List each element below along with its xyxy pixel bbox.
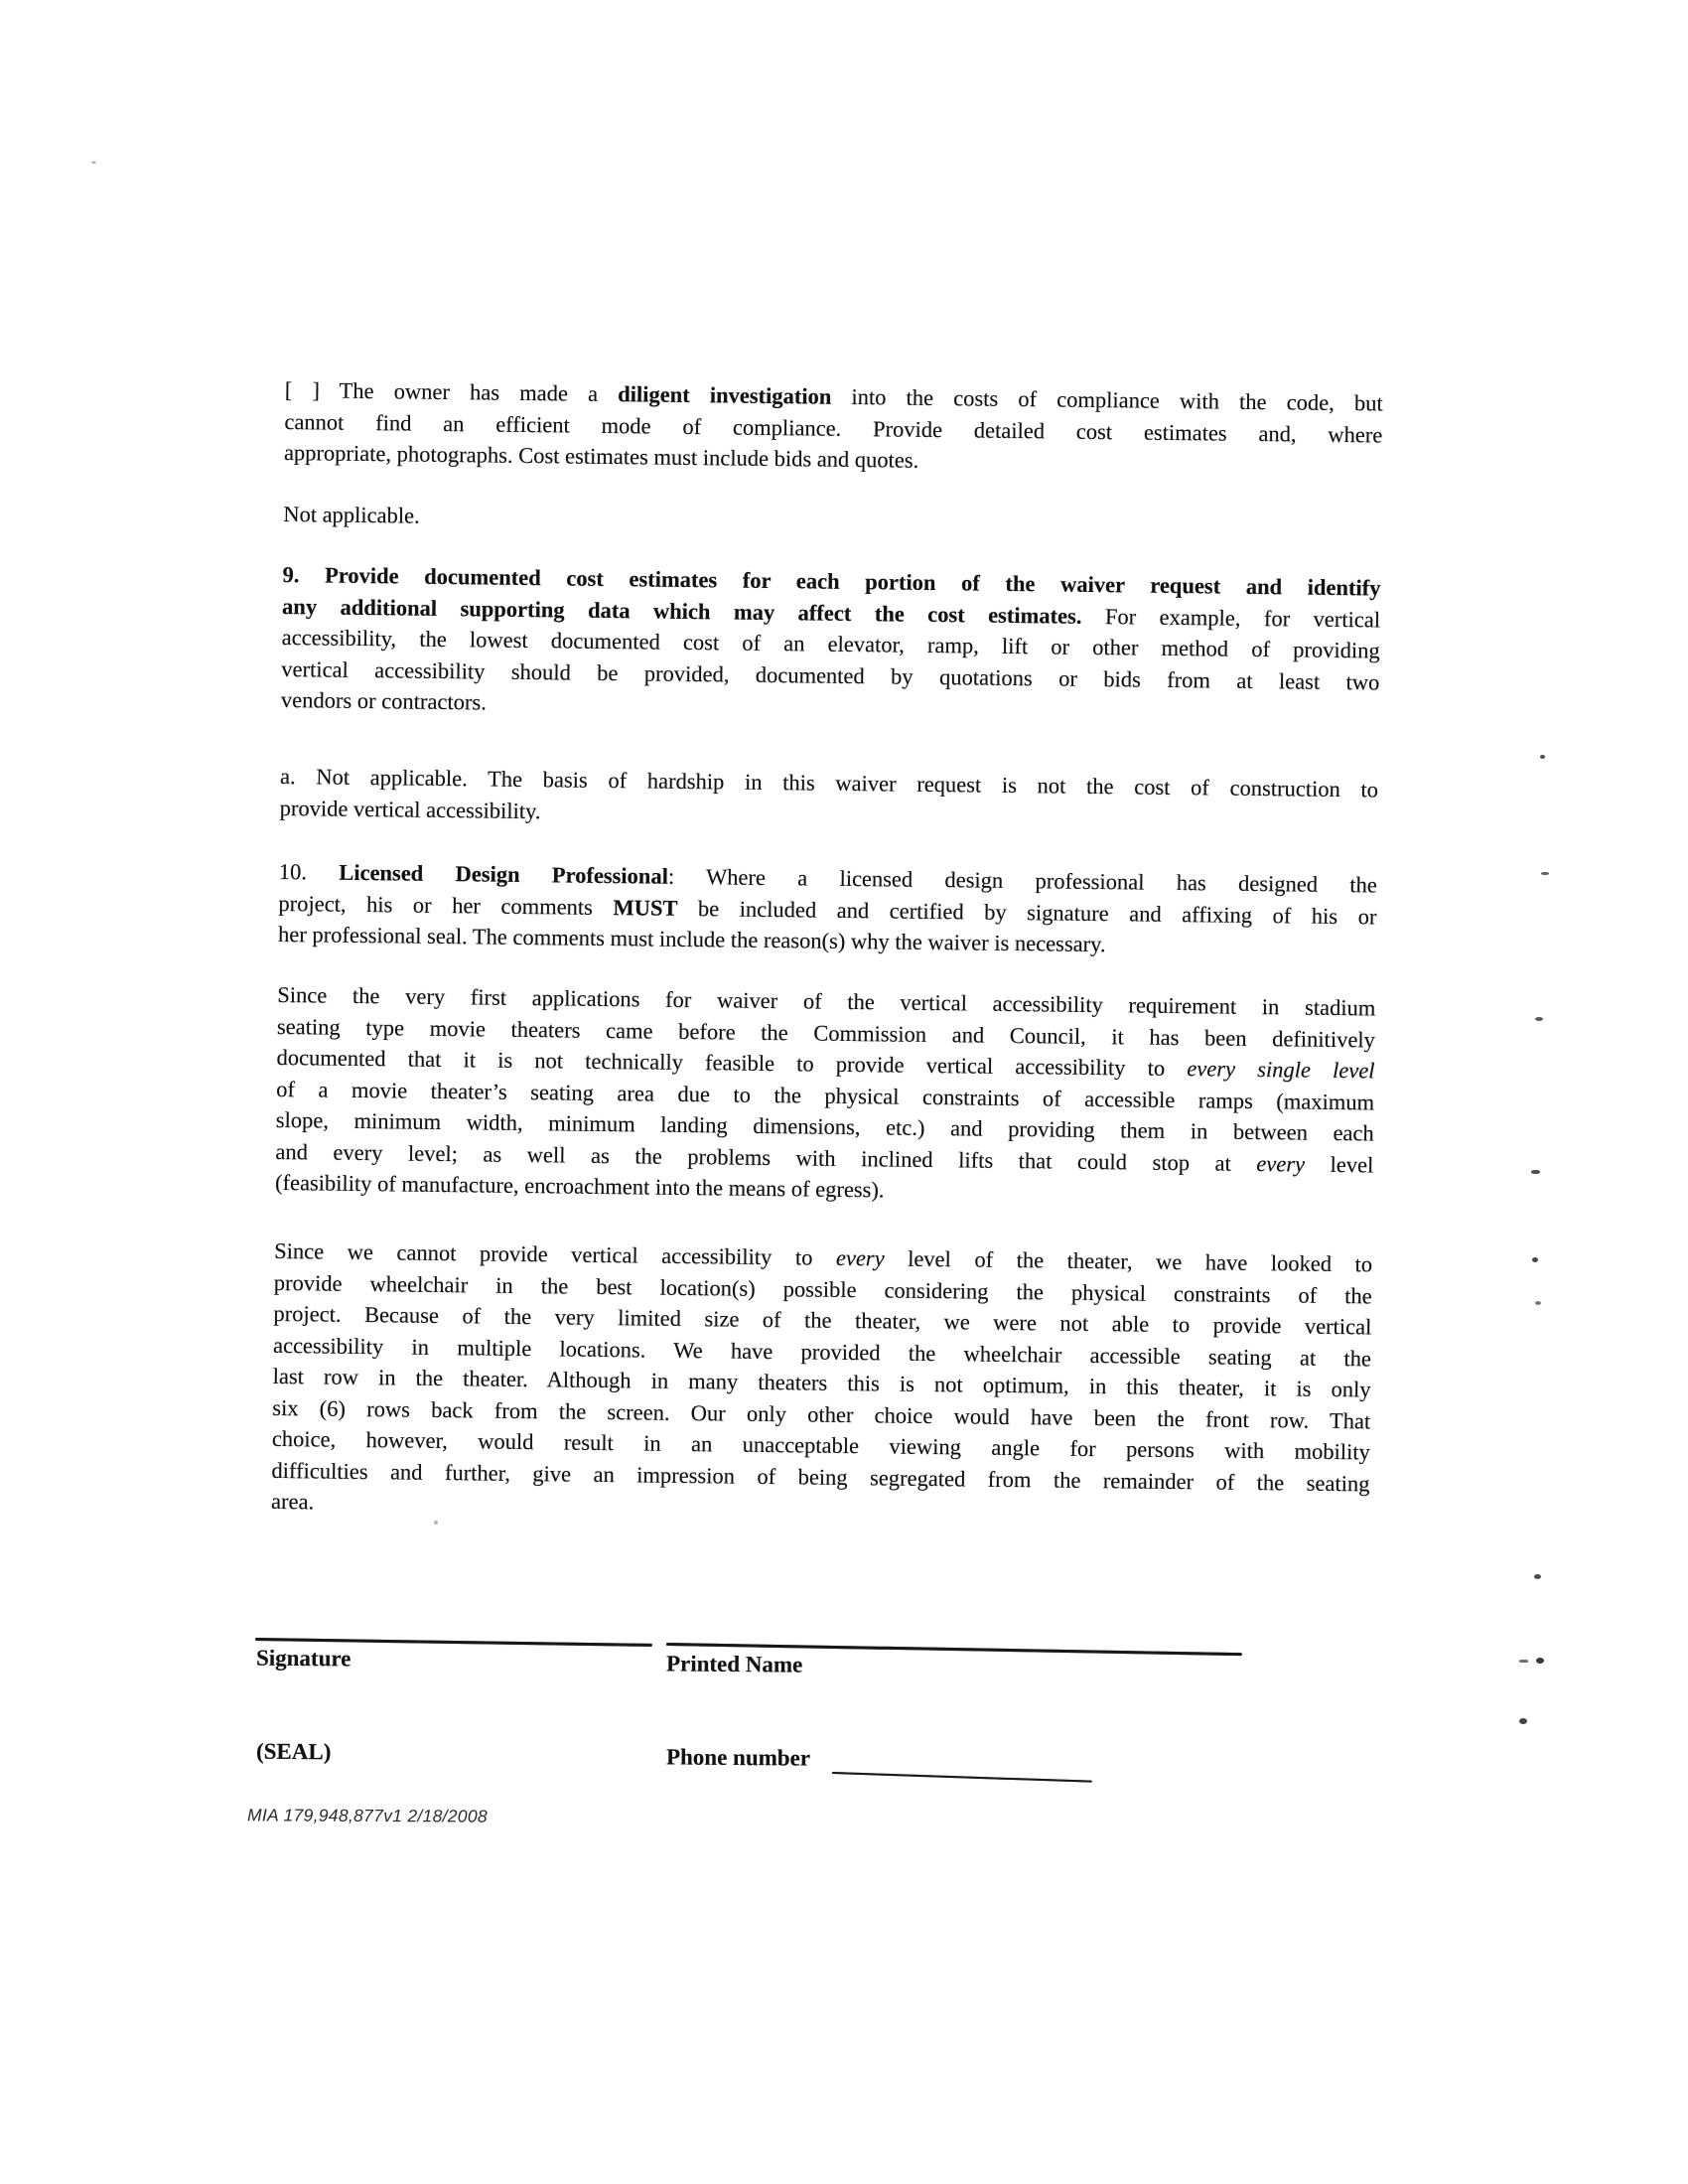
scan-artifact-dot xyxy=(1519,1718,1527,1724)
text-line: any additional supporting data which may affect the cost estimates. For example, for vertical xyxy=(282,593,1381,632)
text-line: [ ] The owner has made a diligent investigation into the costs of compliance with the code, but xyxy=(284,376,1383,416)
italic-run: every single level xyxy=(1187,1056,1375,1084)
text-line: project. Because of the very limited size of the theater, we were not able to provide vertical xyxy=(273,1300,1372,1340)
scan-artifact-dot xyxy=(1534,1574,1541,1579)
text-line: accessibility, the lowest documented cost of an elevator, ramp, lift or other method of providing xyxy=(281,624,1380,663)
text-line: six (6) rows back from the screen. Our only other choice would have been the front row. That xyxy=(272,1394,1371,1433)
text-line: documented that it is not technically feasible to provide vertical accessibility to every single level xyxy=(276,1044,1375,1084)
text-line: 9. Provide documented cost estimates for each portion of the waiver request and identify xyxy=(282,561,1381,601)
text-line: cannot find an efficient mode of compliance. Provide detailed cost estimates and, where xyxy=(284,408,1383,448)
scan-artifact-dot xyxy=(1536,1658,1544,1664)
text-line: seating type movie theaters came before the Commission and Council, it has been definitively xyxy=(276,1013,1376,1052)
text-line: of a movie theater’s seating area due to the physical constraints of accessible ramps (maximum xyxy=(276,1076,1375,1114)
text-line: her professional seal. The comments must include the reason(s) why the waiver is necessary. xyxy=(277,921,1106,957)
document-body xyxy=(270,374,1383,1515)
text-line: slope, minimum width, minimum landing dimensions, etc.) and providing them in between each xyxy=(275,1106,1374,1146)
text-line: accessibility in multiple locations. We have provided the wheelchair accessible seating at the xyxy=(272,1332,1372,1371)
text-line: area. xyxy=(270,1488,315,1515)
seal-label: (SEAL) xyxy=(255,1738,332,1765)
text-line: and every level; as well as the problems with inclined lifts that could stop at every level xyxy=(275,1138,1374,1177)
scan-artifact-dot xyxy=(1540,755,1545,759)
printed-name-label: Printed Name xyxy=(665,1651,803,1677)
scan-artifact-dot xyxy=(1541,872,1549,875)
scan-artifact-dot xyxy=(91,161,96,164)
bold-run: diligent investigation xyxy=(618,381,832,409)
scan-artifact-dot xyxy=(1532,1257,1538,1262)
paragraph-owner-investigation xyxy=(284,374,1383,482)
text-line: choice, however, would result in an unacceptable viewing angle for persons with mobility xyxy=(271,1425,1370,1465)
scan-artifact-dot xyxy=(1519,1660,1528,1663)
text-line: last row in the theater. Although in many theaters this is not optimum, in this theater, it is only xyxy=(272,1363,1371,1402)
bold-run: any additional supporting data which may affect the cost estimates. xyxy=(282,593,1082,629)
paragraph-since-first-applications xyxy=(275,979,1376,1212)
text-line: (feasibility of manufacture, encroachment into the means of egress). xyxy=(274,1169,885,1203)
paragraph-item-10-licensed-design-professional xyxy=(278,856,1377,963)
text-line: Since the very first applications for waiver of the vertical accessibility requirement in stadium xyxy=(277,981,1376,1021)
italic-run: every xyxy=(835,1244,885,1271)
phone-number-label: Phone number xyxy=(665,1744,811,1771)
paragraph-since-we-cannot-provide xyxy=(271,1236,1372,1530)
text-line: appropriate, photographs. Cost estimates must include bids and quotes. xyxy=(283,439,919,473)
scan-artifact-dot xyxy=(1531,1170,1540,1174)
bold-run: MUST xyxy=(613,894,678,921)
paragraph-item-9-cost-estimates xyxy=(281,559,1381,729)
bold-run: Licensed Design Professional xyxy=(339,859,669,889)
text-line: Not applicable. xyxy=(283,501,420,528)
italic-run: every xyxy=(1256,1150,1306,1177)
text-line: vendors or contractors. xyxy=(280,686,487,715)
scan-artifact-dot xyxy=(1535,1301,1541,1305)
checkbox-empty: [ ] The owner has made a xyxy=(284,376,619,407)
text-line: a. Not applicable. The basis of hardship in this waiver request is not the cost of construction to xyxy=(279,763,1379,802)
document-reference-number: MIA 179,948,877v1 2/18/2008 xyxy=(246,1805,489,1826)
text-line: difficulties and further, give an impression of being segregated from the remainder of the seating xyxy=(271,1457,1370,1496)
paragraph-not-applicable xyxy=(283,499,1381,543)
text-line: Since we cannot provide vertical accessibility to every level of the theater, we have looked to xyxy=(274,1238,1373,1277)
text-line: vertical accessibility should be provided, documented by quotations or bids from at least two xyxy=(281,655,1380,694)
text-line: project, his or her comments MUST be included and certified by signature and affixing of his or xyxy=(278,890,1377,929)
scan-artifact-dot xyxy=(434,1521,438,1525)
phone-number-line xyxy=(832,1772,1092,1783)
signature-label: Signature xyxy=(255,1645,352,1672)
text-line: 10. Licensed Design Professional: Where a licensed design professional has designed the xyxy=(278,858,1377,898)
text-line: provide wheelchair in the best location(s) possible considering the physical constraints of the xyxy=(273,1269,1372,1308)
scan-artifact-dot xyxy=(1535,1017,1543,1021)
text-line: provide vertical accessibility. xyxy=(279,795,541,823)
paragraph-item-9a-not-applicable xyxy=(279,761,1378,837)
